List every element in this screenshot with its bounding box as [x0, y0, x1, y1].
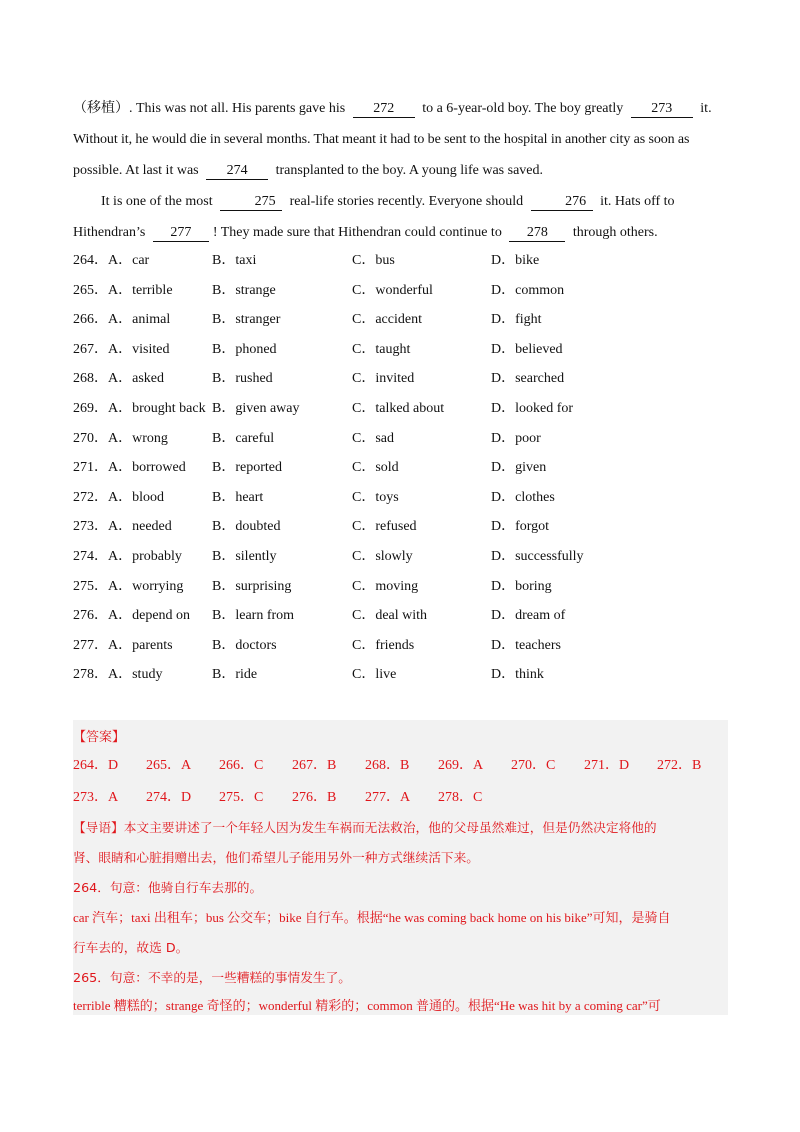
question-265-option-c: C．wonderful [352, 282, 433, 298]
question-267-option-d: D．believed [491, 341, 563, 357]
question-278 [73, 660, 728, 690]
question-272 [73, 483, 728, 513]
question-277-option-d: D．teachers [491, 637, 561, 653]
question-271-option-c: C．sold [352, 460, 399, 476]
question-273-option-a: 273．A．needed [73, 519, 172, 535]
question-267-option-c: C．taught [352, 341, 411, 357]
question-275-option-a: 275．A．worrying [73, 578, 184, 594]
question-269-option-c: C．talked about [352, 400, 445, 416]
question-266 [73, 305, 728, 335]
question-274-option-c: C．slowly [352, 548, 413, 564]
passage-paragraph-2 [73, 186, 728, 248]
guide-text: 肾、眼睛和心脏捐赠出去，他们希望儿子能用另外一种方式继续活下来。 [73, 850, 479, 865]
question-266-option-a: 266．A．animal [73, 312, 171, 328]
question-265 [73, 276, 728, 306]
answer-section: 【答案】 264．D 265．A 266．C 267．B 268．B 269．A 270．C 271．D 272．B 273．A 274．D 275．C 276．B 277．A 278．C 【导语】本文主要讲述了一个年轻人因为发生车祸而无法救治，他的父母虽然难过，但是仍然决定将他的 肾、眼睛和心脏捐赠出去，他们希望儿子能用另外一种方式继续活下来。 264．句意：他骑自行车去那的。 car 汽车；taxi 出租车；bus 公交车；bike 自行车。根据“he was coming back home on his bike”可知，是骑自 行车去的，故选 D。 265．句意：不幸的是，一些糟糕的事情发生了。 terrible 糟糕的；strange 奇怪的；wonderful 精彩的；common 普通的。根据“He was hit by a coming car”可 [73, 720, 728, 1015]
question-266-option-d: D．fight [491, 312, 542, 328]
question-272-option-d: D．clothes [491, 489, 555, 505]
explanation-264-text: 行车去的，故选 D。 [73, 940, 189, 955]
question-270-option-a: 270．A．wrong [73, 430, 168, 446]
explanation-265-text: terrible 糟糕的；strange 奇怪的；wonderful 精彩的；common 普通的。根据“He was hit by a coming car”可 [73, 998, 661, 1013]
question-267-option-a: 267．A．visited [73, 341, 170, 357]
question-273-option-c: C．refused [352, 519, 417, 535]
blank-273: 273 [631, 101, 693, 118]
question-271-option-a: 271．A．borrowed [73, 460, 186, 476]
explanation-265-title: 265．句意：不幸的是，一些糟糕的事情发生了。 [73, 970, 351, 985]
question-272-option-b: B．heart [212, 489, 264, 505]
blank-272: 272 [353, 101, 415, 118]
question-271-option-d: D．given [491, 460, 547, 476]
question-268-option-b: B．rushed [212, 371, 273, 387]
passage-line: （移植）. This was not all. His parents gave his 272 to a 6-year-old boy. The boy greatly 273 it. [73, 101, 712, 116]
question-278-option-b: B．ride [212, 667, 258, 683]
passage-line: Without it, he would die in several months. That meant it had to be sent to the hospital in another city as soon as [73, 132, 690, 147]
question-268-option-a: 268．A．asked [73, 371, 164, 387]
question-270-option-d: D．poor [491, 430, 541, 446]
question-278-option-c: C．live [352, 667, 397, 683]
answer-heading: 【答案】 [73, 730, 126, 745]
question-268 [73, 364, 728, 394]
blank-276: 276 [531, 194, 593, 211]
question-270 [73, 424, 728, 454]
question-276-option-c: C．deal with [352, 608, 428, 624]
question-list [73, 246, 728, 690]
guide-text: 【导语】本文主要讲述了一个年轻人因为发生车祸而无法救治，他的父母虽然难过，但是仍然决定将他的 [73, 820, 657, 835]
question-270-option-b: B．careful [212, 430, 275, 446]
question-275-option-c: C．moving [352, 578, 419, 594]
passage-line: possible. At last it was 274 transplanted to the boy. A young life was saved. [73, 163, 543, 178]
question-276-option-b: B．learn from [212, 608, 295, 624]
question-264-option-d: D．bike [491, 253, 540, 268]
question-272-option-c: C．toys [352, 489, 399, 505]
question-266-option-b: B．stranger [212, 312, 281, 328]
passage-line: It is one of the most 275 real-life stories recently. Everyone should 276 it. Hats off to [101, 194, 675, 209]
explanation-264-title: 264．句意：他骑自行车去那的。 [73, 880, 263, 895]
question-265-option-d: D．common [491, 282, 565, 298]
blank-277: 277 [153, 225, 209, 242]
question-264-option-c: C．bus [352, 253, 395, 268]
question-273-option-b: B．doubted [212, 519, 281, 535]
blank-278: 278 [509, 225, 565, 242]
question-276-option-d: D．dream of [491, 608, 566, 624]
question-278-option-a: 278．A．study [73, 667, 163, 683]
question-268-option-d: D．searched [491, 371, 565, 387]
blank-275: 275 [220, 194, 282, 211]
question-269-option-d: D．looked for [491, 400, 574, 416]
question-274 [73, 542, 728, 572]
question-264 [73, 246, 728, 276]
question-277-option-c: C．friends [352, 637, 415, 653]
question-274-option-b: B．silently [212, 548, 277, 564]
question-269-option-b: B．given away [212, 400, 300, 416]
question-270-option-c: C．sad [352, 430, 394, 446]
question-276-option-a: 276．A．depend on [73, 608, 191, 624]
question-277-option-b: B．doctors [212, 637, 277, 653]
question-269-option-a: 269．A．brought back [73, 400, 206, 416]
question-275-option-d: D．boring [491, 578, 552, 594]
question-271 [73, 453, 728, 483]
question-278-option-d: D．think [491, 667, 544, 683]
question-269 [73, 394, 728, 424]
question-268-option-c: C．invited [352, 371, 415, 387]
passage-line: Hithendran’s 277 ! They made sure that Hithendran could continue to 278 through others. [73, 225, 658, 240]
question-264-option-a: 264．A．car [73, 253, 150, 268]
question-272-option-a: 272．A．blood [73, 489, 164, 505]
passage-paragraph-1 [73, 93, 728, 186]
question-265-option-a: 265．A．terrible [73, 282, 173, 298]
question-267-option-b: B．phoned [212, 341, 277, 357]
question-277 [73, 631, 728, 661]
question-273-option-d: D．forgot [491, 519, 550, 535]
question-277-option-a: 277．A．parents [73, 637, 173, 653]
question-266-option-c: C．accident [352, 312, 422, 328]
question-264-option-b: B．taxi [212, 253, 257, 268]
question-274-option-a: 274．A．probably [73, 548, 182, 564]
question-265-option-b: B．strange [212, 282, 276, 298]
question-275 [73, 572, 728, 602]
blank-274: 274 [206, 163, 268, 180]
explanation-264-text: car 汽车；taxi 出租车；bus 公交车；bike 自行车。根据“he was coming back home on his bike”可知，是骑自 [73, 910, 671, 925]
question-276 [73, 601, 728, 631]
question-273 [73, 512, 728, 542]
question-274-option-d: D．successfully [491, 548, 584, 564]
question-271-option-b: B．reported [212, 460, 282, 476]
question-267 [73, 335, 728, 365]
question-275-option-b: B．surprising [212, 578, 292, 594]
